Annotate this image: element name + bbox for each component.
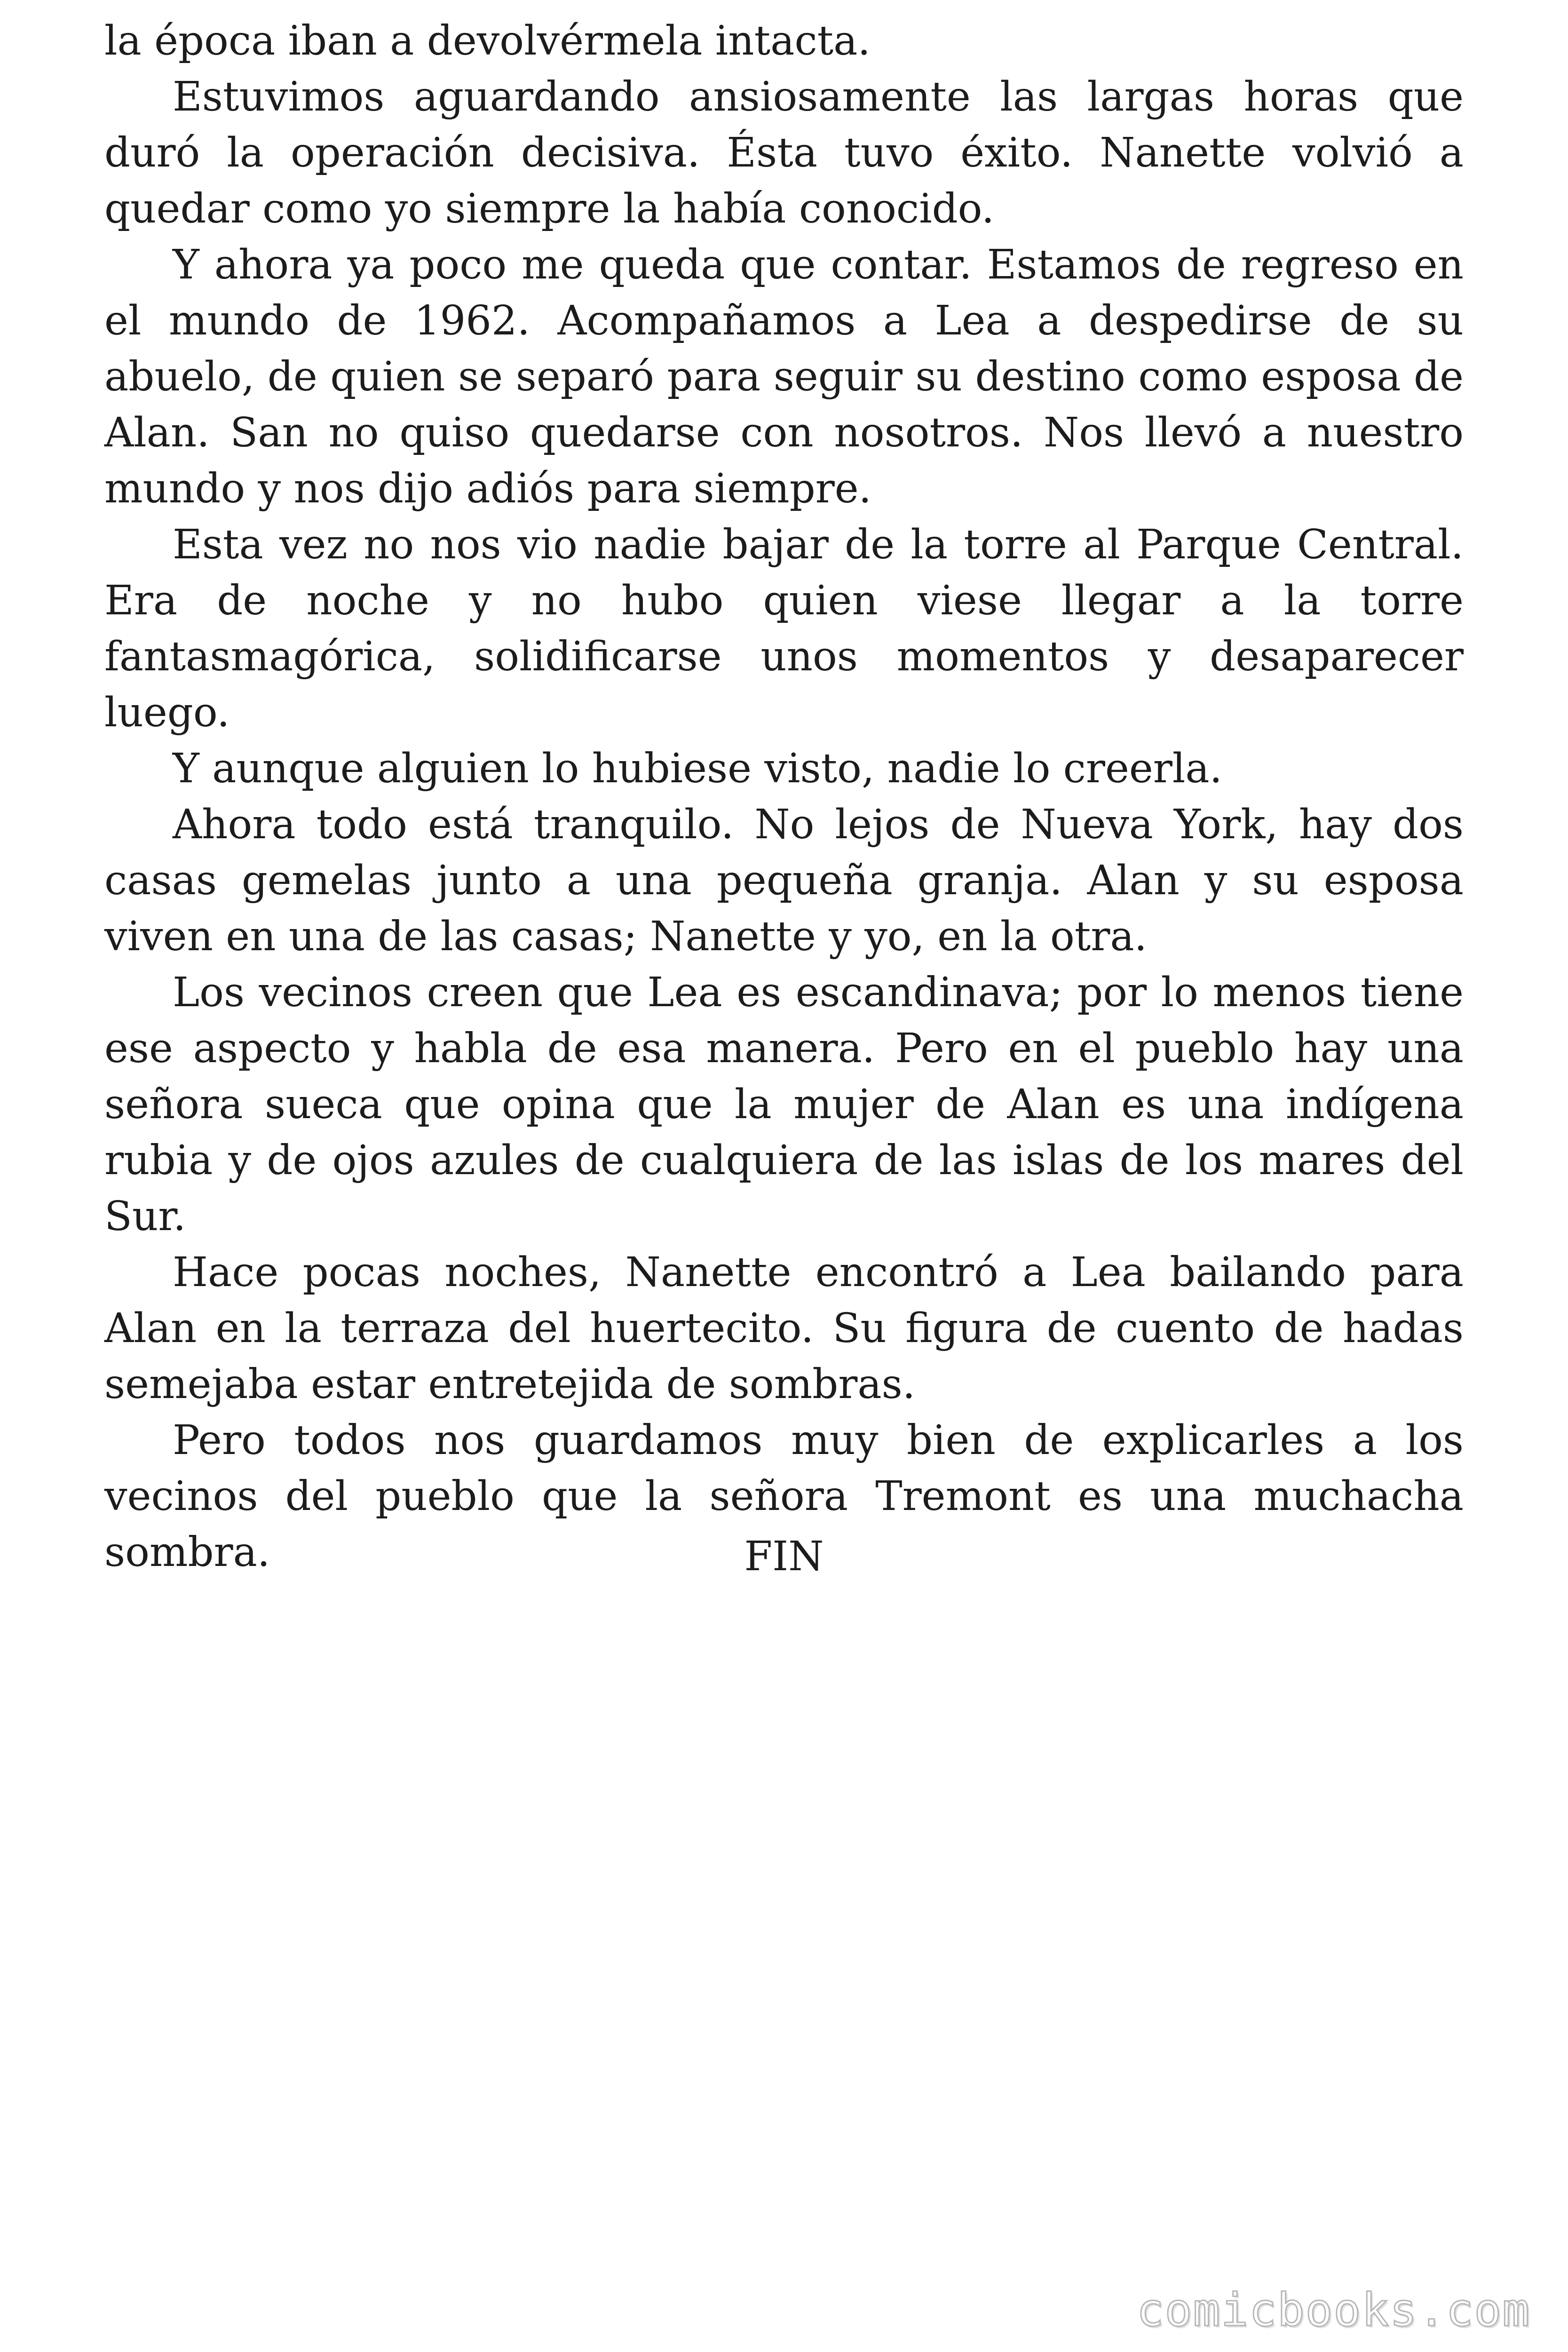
paragraph: Estuvimos aguardando ansiosamente las largas horas que duró la operación decisiva. Ésta tuvo éxito. Nanette volvió a quedar como yo siempre la había conocido. [104, 73, 1464, 232]
paragraph: Ahora todo está tranquilo. No lejos de Nueva York, hay dos casas gemelas junto a una pequeña granja. Alan y su esposa viven en una de las casas; Nanette y yo, en la otra. [104, 801, 1464, 960]
paragraph: la época iban a devolvérmela intacta. [104, 17, 871, 64]
paragraph: Y ahora ya poco me queda que contar. Estamos de regreso en el mundo de 1962. Acompañamos a Lea a despedirse de su abuelo, de quien se separó para seguir su destino como esposa de Alan. San no quiso quedarse con nosotros. Nos llevó a nuestro mundo y nos dijo adiós para siempre. [104, 241, 1464, 512]
end-mark: FIN [744, 1533, 824, 1580]
paragraph: Esta vez no nos vio nadie bajar de la torre al Parque Central. Era de noche y no hubo quien viese llegar a la torre fantasmagórica, solidificarse unos momentos y desaparecer luego. [104, 521, 1464, 736]
paragraph: Pero todos nos guardamos muy bien de explicarles a los vecinos del pueblo que la señora Tremont es una muchacha sombra. [104, 1417, 1464, 1576]
watermark-logo: comicbooks.com [1136, 2284, 1530, 2336]
paragraph: Hace pocas noches, Nanette encontró a Lea bailando para Alan en la terraza del huertecito. Su figura de cuento de hadas semejaba estar entretejida de sombras. [104, 1249, 1464, 1408]
page-text [104, 13, 1464, 1581]
paragraph: Y aunque alguien lo hubiese visto, nadie lo creerla. [173, 745, 1222, 792]
paragraph: Los vecinos creen que Lea es escandinava; por lo menos tiene ese aspecto y habla de esa manera. Pero en el pueblo hay una señora sueca que opina que la mujer de Alan es una indígena rubia y de ojos azules de cualquiera de las islas de los mares del Sur. [104, 969, 1464, 1240]
